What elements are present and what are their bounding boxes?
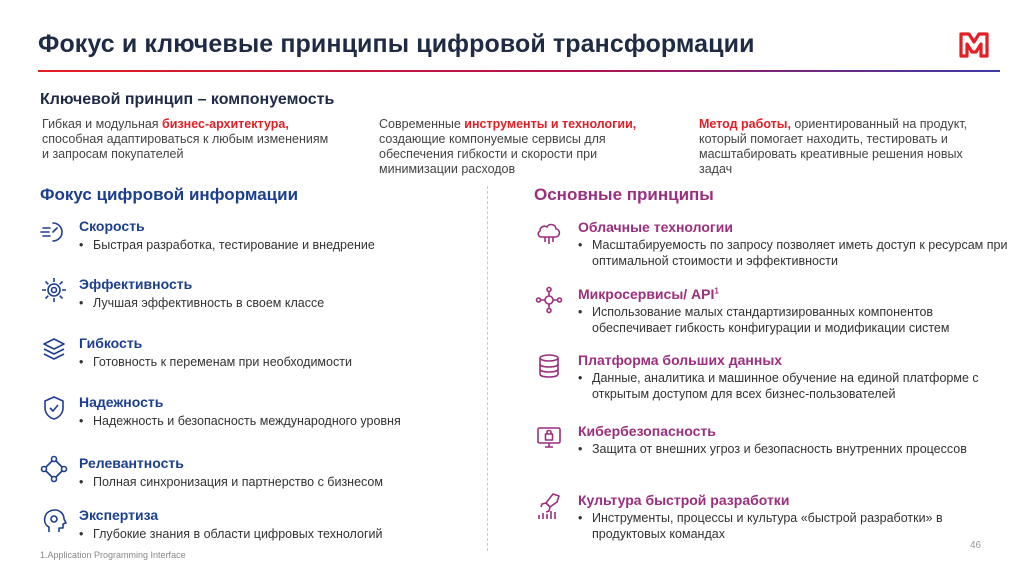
- relevance-network-icon: [40, 455, 68, 483]
- focus-item-title: Эффективность: [79, 276, 193, 292]
- principle-item-text: • Данные, аналитика и машинное обучение на единой платформе с открытым доступом для всех бизнес-пользователей: [592, 370, 1012, 402]
- key-principle-heading: Ключевой принцип – компонуемость: [40, 91, 335, 108]
- digital-focus-heading: Фокус цифровой информации: [40, 185, 299, 204]
- focus-item-text: • Быстрая разработка, тестирование и внедрение: [93, 237, 453, 253]
- focus-item-title: Скорость: [79, 218, 145, 234]
- reliability-shield-icon: [40, 394, 68, 422]
- rapid-development-rocket-icon: [535, 492, 563, 520]
- focus-item-text: • Надежность и безопасность международного уровня: [93, 413, 453, 429]
- efficiency-gear-icon: [40, 276, 68, 304]
- principle-item-title: Микросервисы/ API$^1$: [578, 286, 719, 302]
- focus-item-title: Гибкость: [79, 335, 143, 351]
- footnote: 1.Application Programming Interface: [40, 550, 186, 560]
- expertise-head-icon: [40, 507, 68, 535]
- database-icon: [535, 352, 563, 380]
- focus-item-text: • Глубокие знания в области цифровых технологий: [93, 526, 453, 542]
- page-number: 46: [970, 540, 982, 551]
- main-principles-heading: Основные принципы: [534, 185, 714, 204]
- focus-item-text: • Полная синхронизация и партнерство с бизнесом: [93, 474, 453, 490]
- column-divider: [487, 186, 488, 551]
- key-principle-business: Гибкая и модульная бизнес-архитектура, способная адаптироваться к любым изменениям и запросам покупателей: [42, 117, 329, 161]
- principle-item-title: Культура быстрой разработки: [578, 492, 790, 508]
- principle-item-title: Платформа больших данных: [578, 352, 783, 368]
- flexibility-layers-icon: [40, 335, 68, 363]
- principle-item-text: • Использование малых стандартизированных компонентов обеспечивает гибкость конфигурации и модификации систем: [592, 304, 1012, 336]
- focus-item-text: • Лучшая эффективность в своем классе: [93, 295, 453, 311]
- cybersecurity-lock-icon: [535, 423, 563, 451]
- key-principle-method: Метод работы, ориентированный на продукт, который помогает находить, тестировать и масштабировать креативные решения новых задач: [699, 117, 968, 176]
- principle-item-title: Облачные технологии: [578, 219, 733, 235]
- footnote-marker: 1: [714, 286, 719, 296]
- focus-item-text: • Готовность к переменам при необходимости: [93, 354, 453, 370]
- principle-item-text: • Защита от внешних угроз и безопасность внутренних процессов: [592, 441, 1012, 457]
- title-underline: [38, 70, 1000, 72]
- microservices-icon: [535, 286, 563, 314]
- focus-item-title: Надежность: [79, 394, 164, 410]
- principle-item-title: Кибербезопасность: [578, 423, 716, 439]
- principle-item-text: • Масштабируемость по запросу позволяет иметь доступ к ресурсам при оптимальной стоимости и эффективности: [592, 237, 1012, 269]
- magnit-m-logo-icon: [957, 28, 991, 62]
- key-principle-technology: Современные инструменты и технологии, создающие компонуемые сервисы для обеспечения гибкости и скорости при минимизации расходов: [379, 117, 637, 176]
- cloud-icon: [535, 219, 563, 247]
- principle-item-text: • Инструменты, процессы и культура «быстрой разработки» в продуктовых командах: [592, 510, 1012, 542]
- focus-item-title: Релевантность: [79, 455, 184, 471]
- speed-icon: [40, 218, 68, 246]
- focus-item-title: Экспертиза: [79, 507, 159, 523]
- slide-title: Фокус и ключевые принципы цифровой трансформации: [38, 30, 755, 58]
